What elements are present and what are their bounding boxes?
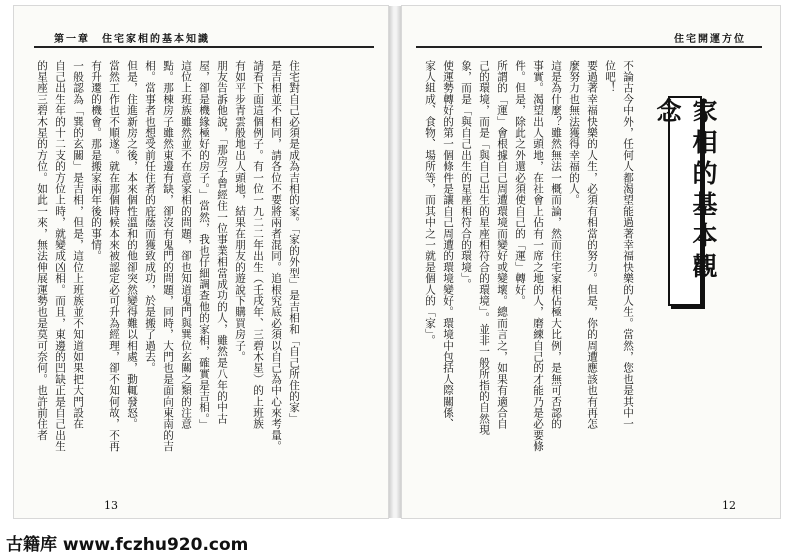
left-text-column: 有升遷的機會。那是搬家兩年後的事情。 [90, 60, 102, 262]
right-text-column: 事實。渴望出人頭地，在社會上佔有一席之地的人，磨練自己的才能乃是必要條 [532, 60, 544, 452]
book-spine [389, 6, 401, 518]
left-text-column: 但是，住進新房之後，本來個性溫和的他卻突然變得難以相處，動輒發怒。 [126, 60, 138, 430]
left-text-column: 請看下面這個例子。有一位一九二二年出生（壬戌年、三碧木星）的上班族 [252, 60, 264, 430]
left-text-column: 相。當事者也想受前任住者的庇蔭而獲致成功，於是搬了過去。 [144, 60, 156, 374]
right-text-column: 家人組成、食物、場所等，而其中之一就是個人的「家」。 [424, 60, 436, 346]
right-page-header: 住宅開運方位 [674, 34, 746, 45]
right-text-column: 使運勢轉好的第一個條件是讓自己周遭的環境變好。環境中包括人際關係、 [442, 60, 454, 430]
left-text-column: 屋，卻是機緣極好的房子。」當然，我也仔細調查他的家相，確實是吉相。」 [198, 60, 210, 431]
right-body-text [424, 60, 634, 492]
chapter-title: 家相的基本觀念 [653, 98, 718, 284]
left-text-column: 當然工作也不順遂。就在那個時候本來被認定必可升為經理，卻不知何故，不再 [108, 60, 120, 452]
left-body-text [36, 60, 300, 492]
right-text-column: 位吧！ [604, 60, 616, 94]
left-text-column: 自己出生年的十二支的方位上時，就變成凶相。而且，東邊的凹缺正是自己出生 [54, 60, 66, 452]
left-text-column: 點。那棟房子雖然東邊有缺，卻沒有鬼門的問題，同時，大門也是面向東南的吉 [162, 60, 174, 452]
right-text-column: 要過著幸福快樂的人生，必須有相當的努力。但是，你的周遭應該也有再怎 [586, 60, 598, 430]
watermark-bar [0, 526, 793, 556]
left-text-column: 的星座三碧木星的方位。如此一來，無法伸展運勢也是莫可奈何。也許前住者 [36, 60, 48, 441]
left-text-column: 這位上班族雖然並不在意家相的問題，卻也知道鬼門與巽位玄關之類的注意 [180, 60, 192, 430]
right-text-column: 己的環境，而是「與自己出生的星座相符合的環境」。並非一般所指的自然現 [478, 60, 490, 436]
right-header-rule [416, 46, 762, 48]
right-page-number: 12 [722, 499, 736, 512]
right-text-column: 件。但是，除此之外還必須使自己的「運」轉好。 [514, 60, 526, 307]
right-text-column: 這是為什麼？雖然無法一概而論，然而住宅家相佔極大比例，是無可否認的 [550, 60, 562, 430]
left-header-rule [34, 46, 374, 48]
left-text-column: 朋友告訴他說，「那房子曾經住一位事業相當成功的人，雖然是八年的中古 [216, 60, 228, 425]
left-text-column: 有如平步青雲般地出人頭地，結果在朋友的遊說下購買房子。 [234, 60, 246, 363]
right-text-column: 象，而是「與自己出生的星座相符合的環境」。 [460, 60, 472, 290]
left-page-header: 第一章 住宅家相的基本知識 [54, 34, 210, 45]
right-text-column: 所謂的「運」會根據自己周遭環境而變好或變壞。總而言之，如果有適合自 [496, 60, 508, 430]
left-text-column: 是吉相並不相同，請各位不要將兩者混同。追根究底必須以自己為中心來考量。 [270, 60, 282, 452]
left-page [14, 6, 388, 518]
chapter-title-box [653, 96, 718, 306]
left-page-number: 13 [104, 499, 118, 512]
right-text-column: 不論古今中外，任何人都渴望能過著幸福快樂的人生。當然，您也是其中一 [622, 60, 634, 430]
left-text-column: 一般認為「巽的玄關」是吉相，但是，這位上班族並不知道如果把大門設在 [72, 60, 84, 430]
site-watermark: 古籍库 www.fczhu920.com [6, 535, 249, 555]
right-text-column: 麼努力也無法獲得幸福的人。 [568, 60, 580, 206]
right-page [402, 6, 780, 518]
left-text-column: 住宅對自己必須是成為吉相的家。「家的外型」是吉相和「自己所住的家」 [288, 60, 300, 425]
